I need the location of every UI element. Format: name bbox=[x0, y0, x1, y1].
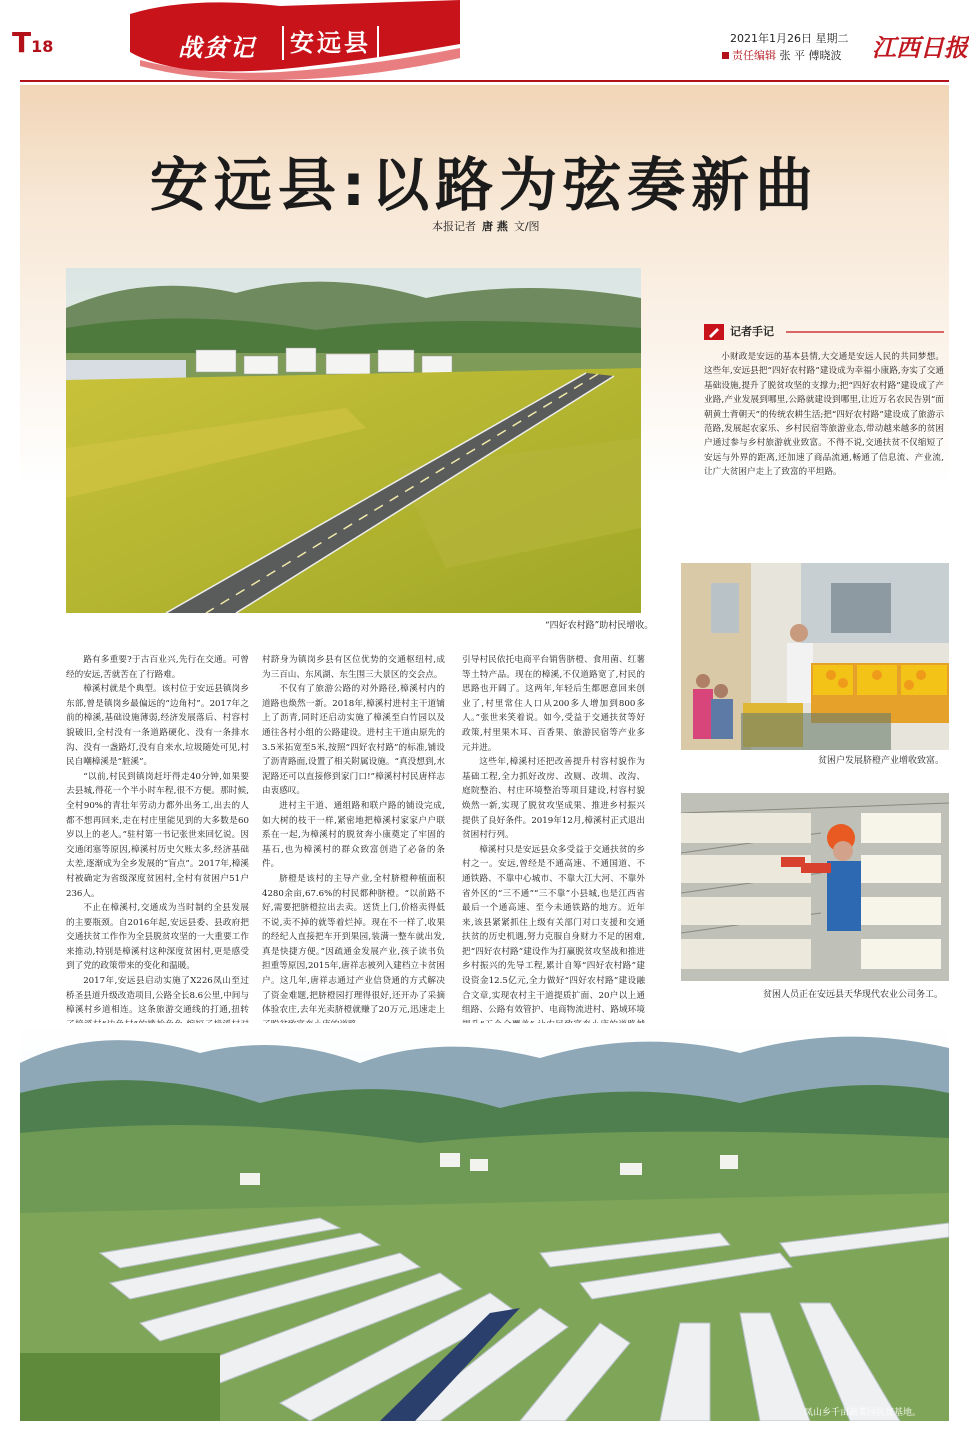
article-column-2 bbox=[262, 653, 445, 1047]
section-county: 安远县 bbox=[282, 26, 379, 60]
header-rule bbox=[20, 80, 949, 82]
byline: 本报记者 唐 燕 文/图 bbox=[432, 220, 540, 233]
square-bullet-icon bbox=[722, 52, 729, 59]
paragraph: 不止在樟溪村,交通成为当时制约全县发展的主要瓶颈。自2016年起,安远县委、县政府把交通扶贫工作作为全县脱贫攻坚的一大重要工作来推动,特别是樟溪村这种深度贫困村,更是感受到了党的政策带来的变化和温暖。 bbox=[66, 903, 249, 972]
notes-text: 小财政是安远的基本县情,大交通是安远人民的共同梦想。这些年,安远县把“四好农村路”建设成为幸福小康路,夯实了交通基础设施,提升了脱贫攻坚的支撑力;把“四好农村路”建设成了产业路,产业发展到哪里,公路就建设到哪里,让近万名农民告别“面朝黄土背朝天”的传统农耕生活;把“四好农村路”建设成了旅游示范路,发展起农家乐、乡村民宿等旅游业态,带动越来越多的贫困户通过参与乡村旅游就业致富。不得不说,交通扶贫不仅缩短了安远与外界的距离,还加速了商品流通,畅通了信息流、产业流,让广大贫困户走上了致富的平坦路。 bbox=[704, 352, 944, 478]
article-column-1 bbox=[66, 653, 249, 1047]
paragraph: 这些年,樟溪村还把改善提升村容村貌作为基础工程,全力抓好改房、改厕、改圳、改沟、庭院整治、村庄环境整治等项目建设,村容村貌焕然一新,实现了脱贫攻坚成果、推进乡村振兴提供了良好条件。2019年12月,樟溪村正式退出贫困村行列。 bbox=[462, 757, 645, 841]
paragraph: 引导村民依托电商平台销售脐橙、食用菌、红薯等土特产品。现在的樟溪,不仅道路宽了,村民的思路也开阔了。这两年,年轻后生都愿意回来创业了,村里常住人口从200多人增加到800多人。”张世来笑着说。如今,受益于交通扶贫等好政策,村里果木耳、百香果、旅游民宿等产业多元并进。 bbox=[462, 655, 645, 753]
page-header bbox=[0, 0, 969, 82]
editor-names: 张 平 傅晓波 bbox=[779, 49, 842, 62]
bottom-photo-caption: 凤山乡千亩蔬菜园扶贫基地。 bbox=[804, 1408, 922, 1418]
side-photo-mushroom-caption: 贫困人员正在安远县天华现代农业公司务工。 bbox=[763, 990, 944, 1000]
date-line: 2021年1月26日 星期二 bbox=[730, 32, 849, 45]
paragraph: 不仅有了旅游公路的对外路径,樟溪村内的道路也焕然一新。2018年,樟溪村进村主干道铺上了沥青,同时还启动实施了樟溪至白竹园以及通往各村小组的公路建设。进村主干道由原先的3.5米拓宽至5米,按照“四好农村路”的标准,铺设了沥青路面,设置了相关附属设施。“真没想到,水泥路还可以直接修到家门口!”樟溪村村民唐样志由衷感叹。 bbox=[262, 684, 445, 797]
headline: 安远县:以路为弦奏新曲 bbox=[149, 151, 820, 219]
paragraph: 路有多重要?于古百业兴,先行在交通。可曾经的安远,苦就苦在了行路难。 bbox=[66, 655, 249, 680]
section-name: 战贫记 bbox=[178, 33, 256, 62]
main-photo bbox=[66, 268, 641, 613]
masthead-logo: 江西日报 bbox=[872, 33, 968, 62]
page-number: T18 bbox=[12, 26, 54, 59]
article-column-3 bbox=[462, 653, 645, 1047]
paragraph: 2017年,安远县启动实施了X226凤山至过桥圣县道升级改造项目,公路全长8.6公里,中间与樟溪村乡道相连。这条旅游交通线的打通,扭转 bbox=[66, 976, 249, 1016]
editor-label: 责任编辑 bbox=[732, 49, 776, 62]
paragraph: “以前,村民到镇岗赶圩得走40分钟,如果要去县城,得花一个半小时车程,很不方便。那时候,全村90%的青壮年劳动力都外出务工,出去的人都不想再回来,走在村庄里能见到的大多数是60岁以上的老人。”驻村第一书记张世来回忆说。因交通闭塞等原因,樟溪村历史欠账太多,经济基础太差,逐渐成为全乡发展的“盲点”。2017年,樟溪村被确定为省级深度贫困村,全村有贫困户51户236人。 bbox=[66, 771, 249, 899]
paragraph: 村跻身为镇岗乡县有区位优势的交通枢纽村,成为三百山、东风湖、东生围三大景区的交会点。 bbox=[262, 655, 445, 680]
paragraph: 樟溪村只是安远县众多受益于交通扶贫的乡村之一。安远,曾经是不通高速、不通国道、不通铁路、不靠中心城市、不靠大江大河、不靠外省外区的“三不通”“三不靠”小县城,也是江西省最后一个通高速、至今未通铁路的地方。近年来,该县紧紧抓住上级有关部门对口支援和交通扶贫的历史机遇,努力克服自身财力不足的困难,把“四好农村路”建设作为打赢脱贫攻坚战和推进乡村振兴的先导工程,累计自筹“四好农村路”建设资金12.5亿元,全力做好“四好农村路”建设融合文章,实现农村主干道提质扩面、20户以上通组路、公路有效管护、电商物流进村、路域环境 bbox=[462, 844, 645, 1016]
notes-title: 记者手记 bbox=[730, 325, 774, 338]
paragraph: 樟溪村就是个典型。该村位于安远县镇岗乡东部,曾是镇岗乡最偏远的“边角村”。2017年之前的樟溪,基础设施薄弱,经济发展落后、村容村貌破旧,全村没有一条道路硬化、没有一条排水沟、没有一盏路灯,没有自来水,垃圾随处可见,村民自嘲樟溪是“脏溪”。 bbox=[66, 684, 249, 768]
paragraph: 脐橙是该村的主导产业,全村脐橙种植面积4280余亩,67.6%的村民都种脐橙。“以前路不好,需要把脐橙拉出去卖。送货上门,价格卖得低不说,卖不掉的就等着烂掉。现在不一样了,收果的经纪人直接把车开到果园,装满一整车就出发,真是快捷方便。”因疏通金发展产业,孩子读书负担重等原因,2015年,唐祥志被列入建档立卡贫困户。这几年,唐祥志通过产业信贷通的方式解决了资金难题,把脐橙园打理得很好,还开办了采摘体验农庄,去年光卖脐橙就赚了20万元,迅速走上 bbox=[262, 873, 445, 1016]
side-photo-oranges-caption: 贫困户发展脐橙产业增收致富。 bbox=[818, 756, 945, 766]
editor-line bbox=[722, 47, 842, 63]
main-photo-caption: “四好农村路”助村民增收。 bbox=[545, 621, 654, 631]
bottom-photo bbox=[20, 1023, 949, 1421]
paragraph: 进村主干道、通组路和联户路的铺设完成,如大树的枝干一样,紧密地把樟溪村家家户户联系在一起,为樟溪村的脱贫奔小康奠定了牢固的基石,也为樟溪村的群众致富创造了必备的条件。 bbox=[262, 800, 445, 870]
side-photo-mushroom bbox=[681, 793, 949, 981]
side-photo-oranges bbox=[681, 563, 949, 750]
